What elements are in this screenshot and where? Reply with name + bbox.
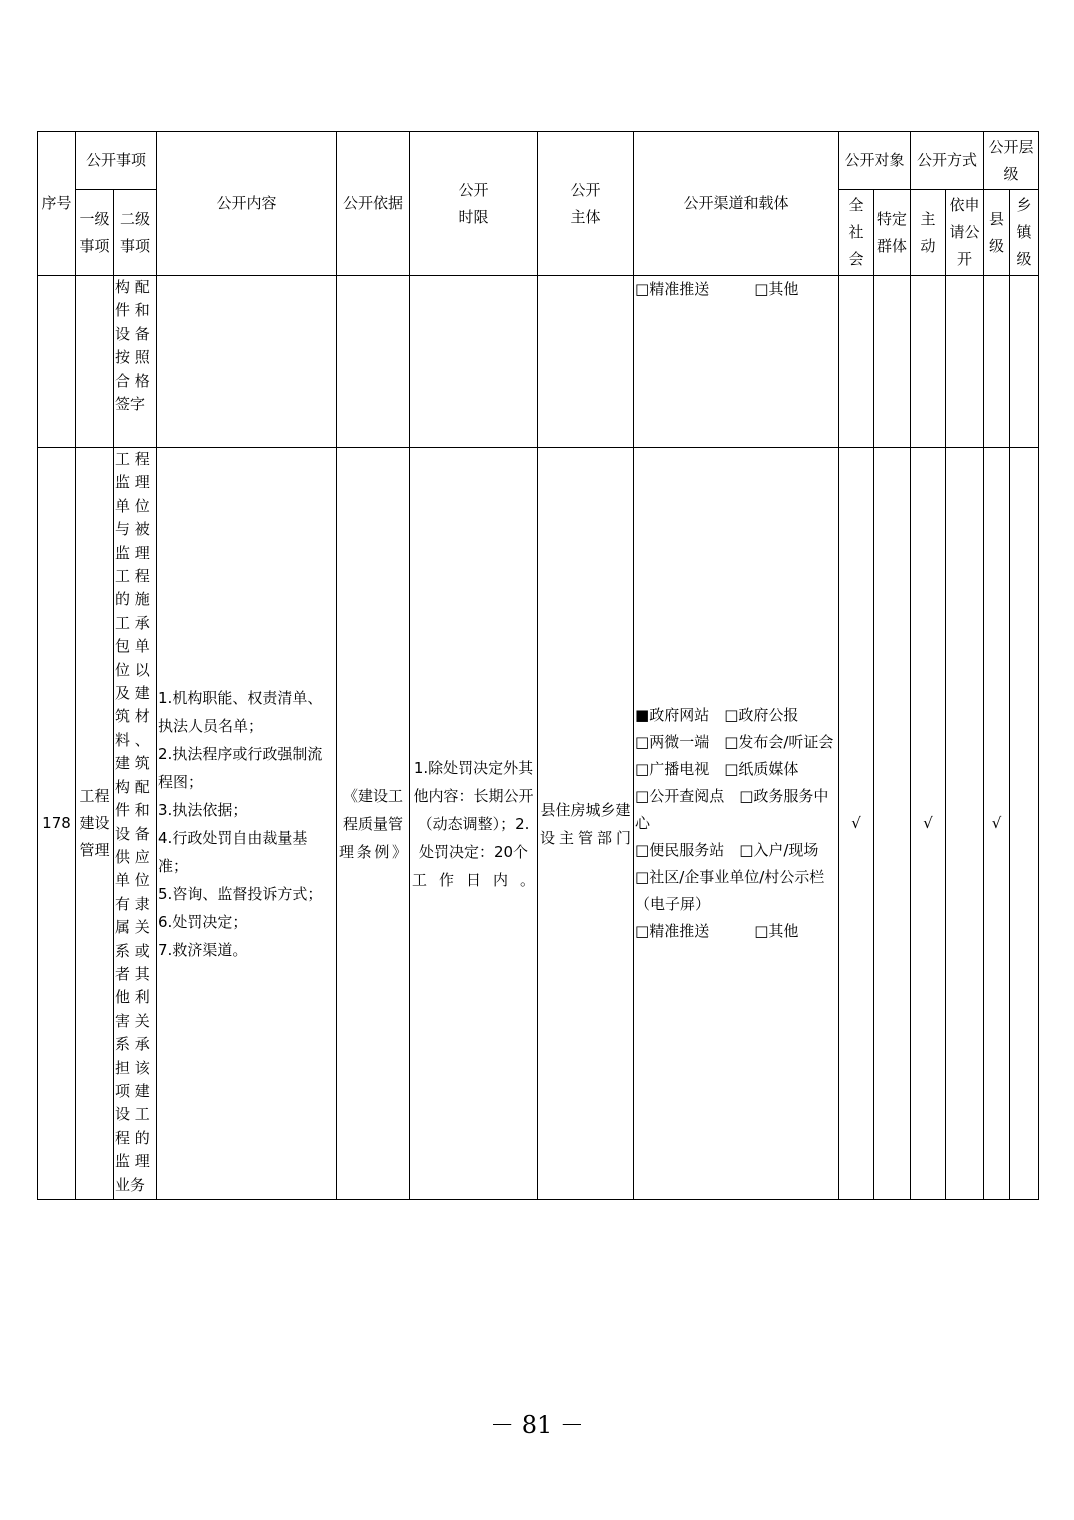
level2-line: 监 理 <box>115 473 150 492</box>
header-subject: 公开 主体 <box>538 132 634 276</box>
row-county <box>984 276 1010 448</box>
level2-line: 单 位 <box>115 871 150 890</box>
header-content: 公开内容 <box>157 132 337 276</box>
row-seq <box>38 276 76 448</box>
page-number: － 81 － <box>490 1411 584 1439</box>
level2-line: 程 的 <box>115 1128 150 1147</box>
level2-line: 合 格 <box>115 371 150 390</box>
level2-line: 建 筑 <box>115 754 150 773</box>
row-on-request <box>946 448 984 1200</box>
row-time-limit <box>410 276 538 448</box>
level2-line: 系 或 <box>115 941 150 960</box>
header-channel: 公开渠道和载体 <box>634 132 839 276</box>
row-township <box>1010 276 1039 448</box>
header-township: 乡 镇 级 <box>1010 190 1039 276</box>
level2-line: 包 单 <box>115 637 150 656</box>
level2-line: 设 工 <box>115 1105 150 1124</box>
level2-line: 筑 材 <box>115 707 150 726</box>
row-active: √ <box>911 448 946 1200</box>
row-level1: 工程 建设 管理 <box>76 448 114 1200</box>
level2-line: 工 程 <box>115 450 150 468</box>
level2-line: 构 配 <box>115 278 150 296</box>
row-on-request <box>946 276 984 448</box>
level2-line: 按 照 <box>115 348 150 367</box>
row-whole-society: √ <box>839 448 874 1200</box>
level2-line: 构 配 <box>115 777 150 796</box>
level2-line: 监 理 <box>115 1152 150 1171</box>
level2-line: 件 和 <box>115 301 150 320</box>
level2-line: 害 关 <box>115 1011 150 1030</box>
header-level1: 一级 事项 <box>76 190 114 276</box>
level2-line: 设 备 <box>115 824 150 843</box>
row-channel: ■政府网站 □政府公报 □两微一端 □发布会/听证会 □广播电视 □纸质媒体 □公开查阅点 □政务服务中心 □便民服务站 □入户/现场 □社区/企事业单位/村公示栏（电子屏） □精准推送 □其他 <box>634 448 839 1200</box>
level2-line: 及 建 <box>115 684 150 703</box>
table-row <box>38 276 1039 448</box>
header-tier: 公开层 级 <box>984 132 1039 190</box>
level2-line: 监 理 <box>115 543 150 562</box>
header-basis: 公开依据 <box>337 132 410 276</box>
header-method: 公开方式 <box>911 132 984 190</box>
row-county: √ <box>984 448 1010 1200</box>
level2-line: 有 隶 <box>115 894 150 913</box>
level2-line: 系 承 <box>115 1035 150 1054</box>
header-active: 主 动 <box>911 190 946 276</box>
level2-line: 设 备 <box>115 324 150 343</box>
level2-line: 料 、 <box>115 730 150 749</box>
row-content <box>157 276 337 448</box>
level2-text <box>114 276 156 416</box>
header-items: 公开事项 <box>76 132 157 190</box>
level2-line: 件 和 <box>115 801 150 820</box>
header-county: 县 级 <box>984 190 1010 276</box>
row-subject <box>538 276 634 448</box>
header-whole-society: 全 社 会 <box>839 190 874 276</box>
level2-line: 工 承 <box>115 613 150 632</box>
level2-line: 项 建 <box>115 1081 150 1100</box>
row-basis <box>337 276 410 448</box>
disclosure-table <box>37 131 1039 1200</box>
row-whole-society <box>839 276 874 448</box>
header-specific-group: 特定 群体 <box>874 190 911 276</box>
row-level2 <box>114 448 157 1200</box>
row-township <box>1010 448 1039 1200</box>
level2-line: 他 利 <box>115 988 150 1007</box>
level2-line: 供 应 <box>115 847 150 866</box>
row-content: 1.机构职能、权责清单、执法人员名单； 2.执法程序或行政强制流程图； 3.执法依据； 4.行政处罚自由裁量基准； 5.咨询、监督投诉方式； 6.处罚决定； 7.救济渠道。 <box>157 448 337 1200</box>
row-level1 <box>76 276 114 448</box>
level2-line: 签字 <box>115 395 146 414</box>
row-specific-group <box>874 448 911 1200</box>
table-row <box>38 448 1039 1200</box>
level2-line: 与 被 <box>115 520 150 539</box>
header-on-request: 依申 请公 开 <box>946 190 984 276</box>
level2-line: 业务 <box>115 1175 146 1194</box>
header-object: 公开对象 <box>839 132 911 190</box>
row-subject: 县住房城乡建设主管部门 <box>538 448 634 1200</box>
row-channel: □精准推送 □其他 <box>634 276 839 448</box>
row-level2 <box>114 276 157 448</box>
level2-line: 者 其 <box>115 964 150 983</box>
row-basis: 《建设工程质量管理条例》 <box>337 448 410 1200</box>
row-time-limit: 1.除处罚决定外其他内容：长期公开（动态调整）；2.处罚决定：20个工作日内。 <box>410 448 538 1200</box>
level2-line: 工 程 <box>115 567 150 586</box>
row-seq: 178 <box>38 448 76 1200</box>
row-active <box>911 276 946 448</box>
level2-line: 单 位 <box>115 496 150 515</box>
level2-line: 的 施 <box>115 590 150 609</box>
header-seq: 序号 <box>38 132 76 276</box>
level2-line: 属 关 <box>115 918 150 937</box>
level2-text <box>114 448 156 1197</box>
header-level2: 二级 事项 <box>114 190 157 276</box>
level2-line: 担 该 <box>115 1058 150 1077</box>
level2-line: 位 以 <box>115 660 150 679</box>
row-specific-group <box>874 276 911 448</box>
header-time-limit: 公开 时限 <box>410 132 538 276</box>
